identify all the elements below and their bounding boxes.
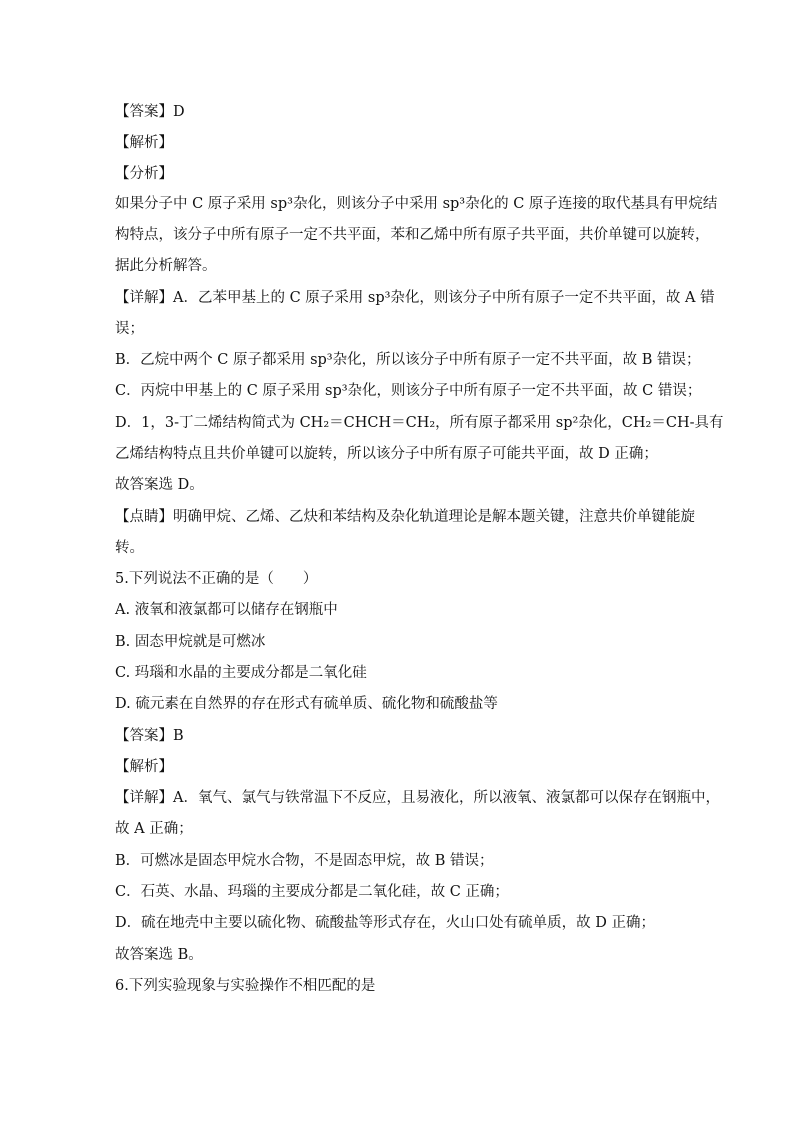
text-line: 如果分子中 C 原子采用 sp³杂化，则该分子中采用 sp³杂化的 C 原子连接的取代基具有甲烷结 — [115, 196, 718, 212]
highlight-line: 【点睛】明确甲烷、乙烯、乙炔和苯结构及杂化轨道理论是解本题关键，注意共价单键能旋 — [115, 509, 695, 525]
question-6-stem: 6.下列实验现象与实验操作不相匹配的是 — [115, 978, 376, 994]
analysis-label-q4: 【解析】 — [115, 135, 173, 151]
text-line: 故答案选 B。 — [115, 947, 203, 963]
text-line: 故 A 正确； — [115, 821, 193, 837]
detail-line: 【详解】A．氧气、氯气与铁常温下不反应，且易液化，所以液氧、液氯都可以保存在钢瓶中， — [115, 790, 720, 806]
text-line: 故答案选 D。 — [115, 477, 204, 493]
text-line: 据此分析解答。 — [115, 258, 217, 274]
detail-line: 【详解】A．乙苯甲基上的 C 原子采用 sp³杂化，则该分子中所有原子一定不共平面，故 A 错 — [115, 290, 715, 306]
text-line: B．乙烷中两个 C 原子都采用 sp³杂化，所以该分子中所有原子一定不共平面，故 B 错误； — [115, 352, 701, 368]
text-line: 乙烯结构特点且共价单键可以旋转，所以该分子中所有原子可能共平面，故 D 正确； — [115, 446, 658, 462]
text-line: C．丙烷中甲基上的 C 原子采用 sp³杂化，则该分子中所有原子一定不共平面，故 C 错误； — [115, 383, 702, 399]
answer-label-q5: 【答案】B — [115, 728, 184, 744]
analysis-label-q5: 【解析】 — [115, 759, 173, 775]
fenxi-label-q4: 【分析】 — [115, 166, 173, 182]
text-line: 构特点，该分子中所有原子一定不共平面，苯和乙烯中所有原子共平面，共价单键可以旋转， — [115, 227, 710, 243]
text-line: C．石英、水晶、玛瑙的主要成分都是二氧化硅，故 C 正确； — [115, 884, 509, 900]
option-d: D. 硫元素在自然界的存在形式有硫单质、硫化物和硫酸盐等 — [115, 696, 498, 712]
option-b: B. 固态甲烷就是可燃冰 — [115, 634, 266, 650]
question-5-stem: 5.下列说法不正确的是（ ） — [115, 571, 318, 587]
text-line: D．硫在地壳中主要以硫化物、硫酸盐等形式存在，火山口处有硫单质，故 D 正确； — [115, 915, 655, 931]
text-line: B．可燃冰是固态甲烷水合物，不是固态甲烷，故 B 错误； — [115, 853, 494, 869]
text-line: 转。 — [115, 540, 144, 556]
text-line: D．1，3-丁二烯结构简式为 CH₂＝CHCH＝CH₂，所有原子都采用 sp²杂化，CH₂＝CH-具有 — [115, 415, 724, 431]
option-a: A. 液氧和液氯都可以储存在钢瓶中 — [115, 602, 338, 618]
option-c: C. 玛瑙和水晶的主要成分都是二氧化硅 — [115, 665, 367, 681]
text-line: 误； — [115, 321, 144, 337]
answer-label-q4: 【答案】D — [115, 104, 185, 120]
